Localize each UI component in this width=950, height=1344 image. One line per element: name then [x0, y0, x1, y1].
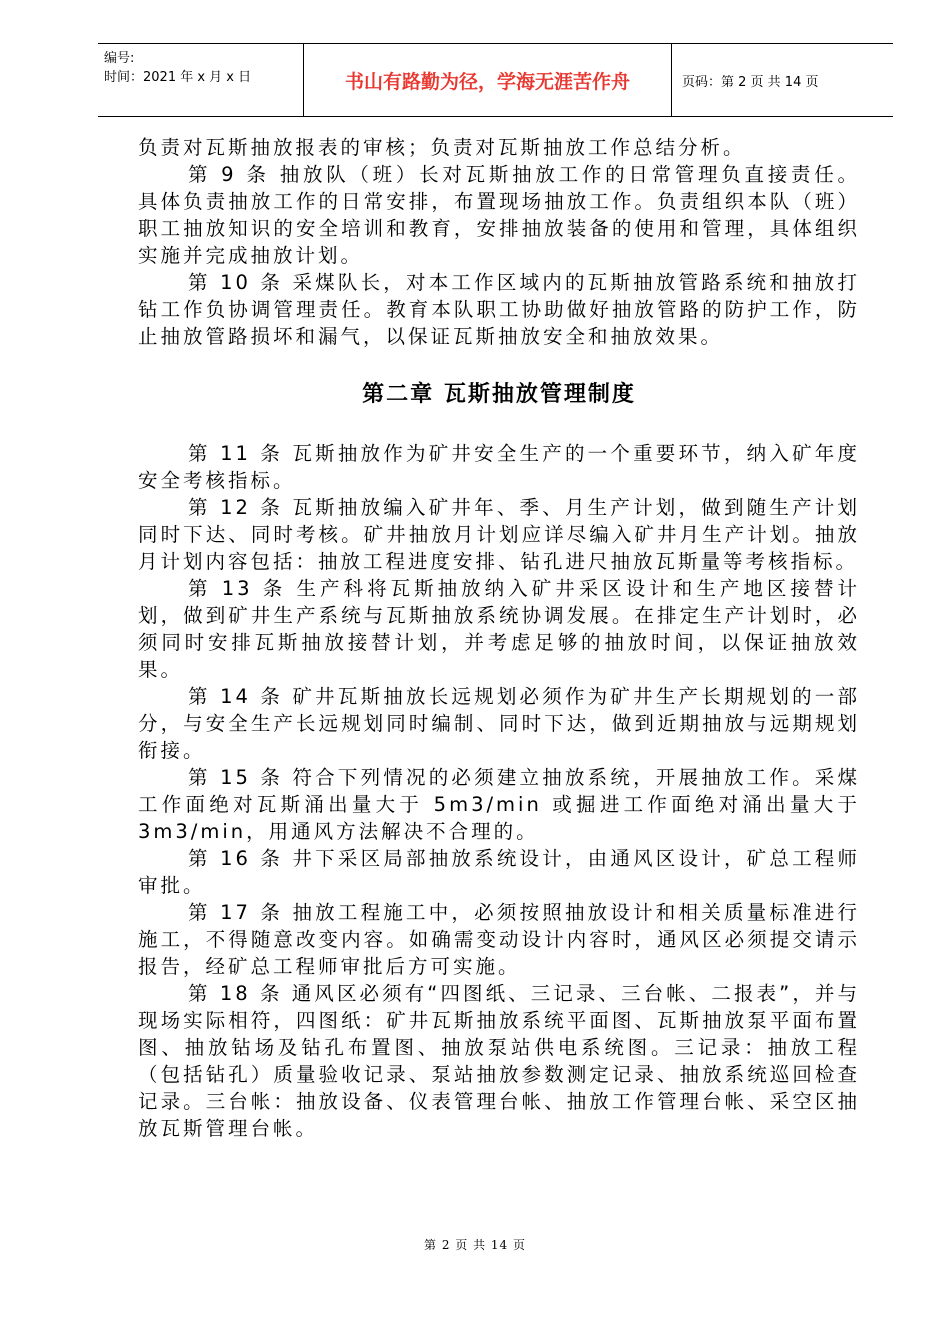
- article-paragraph: 第 14 条 矿井瓦斯抽放长远规划必须作为矿井生产长期规划的一部分，与安全生产长远规划同时编制、同时下达，做到近期抽放与远期规划衔接。: [138, 685, 860, 762]
- paragraph: 第 10 条 采煤队长，对本工作区域内的瓦斯抽放管路系统和抽放打钻工作负协调管理责任。教育本队职工协助做好抽放管路的防护工作，防止抽放管路损坏和漏气，以保证瓦斯抽放安全和抽放效果。: [138, 271, 860, 348]
- document-time-label: 时间：2021 年 x 月 x 日: [104, 70, 252, 85]
- article-paragraph: 第 12 条 瓦斯抽放编入矿井年、季、月生产计划，做到随生产计划同时下达、同时考核。矿井抽放月计划应详尽编入矿井月生产计划。抽放月计划内容包括：抽放工程进度安排、钻孔进尺抽放瓦斯量等考核指标。: [138, 496, 860, 573]
- header-page-number: 页码：第 2 页 共 14 页: [682, 74, 819, 90]
- header-divider: [671, 44, 672, 116]
- article-paragraph: 第 17 条 抽放工程施工中，必须按照抽放设计和相关质量标准进行施工，不得随意改变内容。如确需变动设计内容时，通风区必须提交请示报告，经矿总工程师审批后方可实施。: [138, 901, 860, 978]
- document-number-label: 编号:: [104, 51, 135, 66]
- page-header: [98, 43, 893, 117]
- article-paragraph: 第 18 条 通风区必须有“四图纸、三记录、三台帐、二报表”，并与现场实际相符，四图纸：矿井瓦斯抽放系统平面图、瓦斯抽放泵平面布置图、抽放钻场及钻孔布置图、抽放泵站供电系统图。三记录：抽放工程（包括钻孔）质量验收记录、泵站抽放参数测定记录、抽放系统巡回检查记录。三台帐：抽放设备、仪表管理台帐、抽放工作管理台帐、采空区抽放瓦斯管理台帐。: [138, 982, 860, 1140]
- page-footer: 第 2 页 共 14 页: [424, 1238, 526, 1252]
- article-paragraph: 第 13 条 生产科将瓦斯抽放纳入矿井采区设计和生产地区接替计划，做到矿井生产系统与瓦斯抽放系统协调发展。在排定生产计划时，必须同时安排瓦斯抽放接替计划，并考虑足够的抽放时间，以保证抽放效果。: [138, 577, 860, 681]
- header-motto: 书山有路勤为径，学海无涯苦作舟: [344, 70, 630, 93]
- article-paragraph: 第 16 条 井下采区局部抽放系统设计，由通风区设计，矿总工程师审批。: [138, 847, 860, 897]
- document-body: [138, 134, 860, 1142]
- paragraph: 第 9 条 抽放队（班）长对瓦斯抽放工作的日常管理负直接责任。具体负责抽放工作的日常安排，布置现场抽放工作。负责组织本队（班）职工抽放知识的安全培训和教育，安排抽放装备的使用和管理，具体组织实施并完成抽放计划。: [138, 163, 860, 267]
- paragraph: 负责对瓦斯抽放报表的审核；负责对瓦斯抽放工作总结分析。: [138, 136, 746, 159]
- article-paragraph: 第 15 条 符合下列情况的必须建立抽放系统，开展抽放工作。采煤工作面绝对瓦斯涌出量大于 5m3/min 或掘进工作面绝对涌出量大于 3m3/min，用通风方法解决不合理的。: [138, 766, 860, 843]
- chapter-heading: 第二章 瓦斯抽放管理制度: [362, 382, 636, 407]
- header-meta: [104, 49, 304, 87]
- article-paragraph: 第 11 条 瓦斯抽放作为矿井安全生产的一个重要环节，纳入矿年度安全考核指标。: [138, 442, 860, 492]
